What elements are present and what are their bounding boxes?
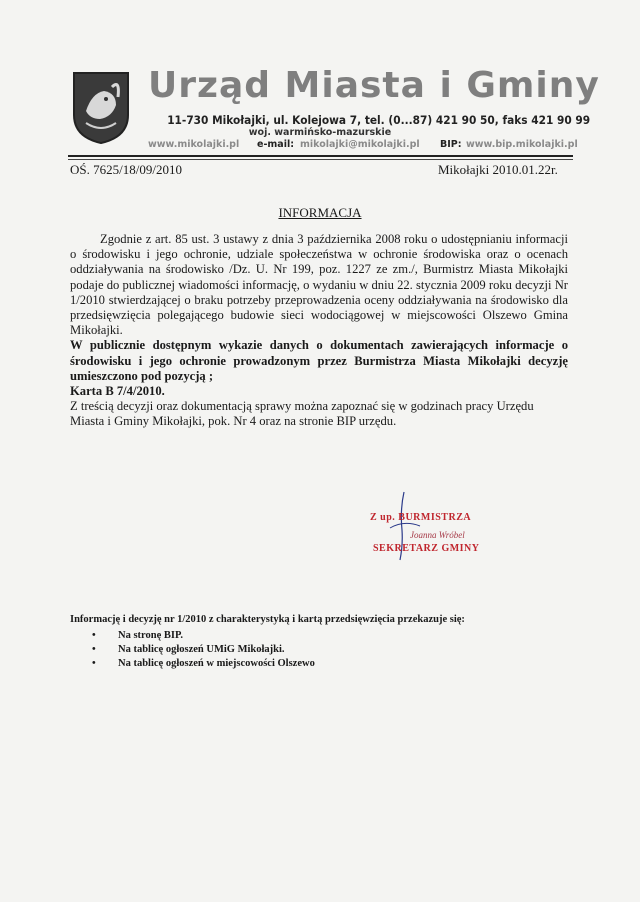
stamp-line-3: SEKRETARZ GMINY [373, 543, 480, 554]
document-body [70, 232, 568, 430]
document-title: INFORMACJA [278, 205, 362, 220]
coat-of-arms-crest [72, 71, 130, 145]
footer-intro: Informację i decyzję nr 1/2010 z charakterystyką i kartą przedsięwzięcia przekazuje się: [70, 614, 465, 625]
bullet-icon: • [92, 644, 96, 655]
letterhead-address: 11-730 Mikołajki, ul. Kolejowa 7, tel. (0...87) 421 90 50, faks 421 90 99 [167, 113, 591, 127]
list-item-label: Na tablicę ogłoszeń UMiG Mikołajki. [118, 644, 285, 655]
body-paragraph-1: Zgodnie z art. 85 ust. 3 ustawy z dnia 3 października 2008 roku o udostępnianiu informacji o środowisku i jego ochronie, udziale społeczeństwa w ochronie środowiska oraz o ocenach oddziaływania na środowisko /Dz. U. Nr 199, poz. 1227 ze zm./, Burmistrz Miasta Mikołajki podaje do publicznej wiadomości informację, o wydaniu w dniu 22. stycznia 2009 roku decyzji Nr 1/2010 stwierdzającej o braku potrzeby przeprowadzenia oceny oddziaływania na środowisko dla przedsięwzięcia polegającego budowie sieci wodociągowej w miejscowości Olszewo Gmina Mikołajki. [70, 232, 568, 338]
letterhead-bip-label: BIP: [440, 139, 462, 150]
bullet-icon: • [92, 630, 96, 641]
letterhead-region: woj. warmińsko-mazurskie [248, 127, 392, 138]
letterhead-email-label: e-mail: [257, 139, 295, 150]
bullet-icon: • [92, 658, 96, 669]
list-item [70, 657, 550, 671]
distribution-list [70, 629, 550, 671]
stamp-signature: Joanna Wróbel [410, 530, 465, 540]
letterhead-website: www.mikolajki.pl [148, 139, 240, 150]
body-bold-paragraph: W publicznie dostępnym wykazie danych o dokumentach zawierających informacje o środowisku i jego ochronie prowadzonym przez Burmistrza Miasta Mikołajki decyzję umieszczono pod pozycją ; [70, 338, 568, 383]
list-item-label: Na stronę BIP. [118, 630, 184, 641]
letterhead-divider [68, 155, 573, 157]
letterhead-divider-thin [68, 159, 573, 160]
letterhead-email: mikolajki@mikolajki.pl [300, 139, 420, 150]
letterhead-bip: www.bip.mikolajki.pl [466, 139, 578, 150]
list-item [70, 643, 550, 657]
reference-number: OŚ. 7625/18/09/2010 [70, 162, 182, 177]
list-item-label: Na tablicę ogłoszeń w miejscowości Olszewo [118, 658, 315, 669]
list-item [70, 629, 550, 643]
letterhead-title: Urząd Miasta i Gminy [148, 65, 600, 106]
place-date: Mikołajki 2010.01.22r. [438, 162, 558, 177]
stamp-line-1: Z up. BURMISTRZA [370, 512, 472, 523]
body-card-reference: Karta B 7/4/2010. [70, 384, 165, 399]
distribution-footer [70, 613, 550, 671]
body-paragraph-3: Z treścią decyzji oraz dokumentacją sprawy można zapoznać się w godzinach pracy Urzędu Miasta i Gminy Mikołajki, pok. Nr 4 oraz na stronie BIP urzędu. [70, 399, 534, 429]
